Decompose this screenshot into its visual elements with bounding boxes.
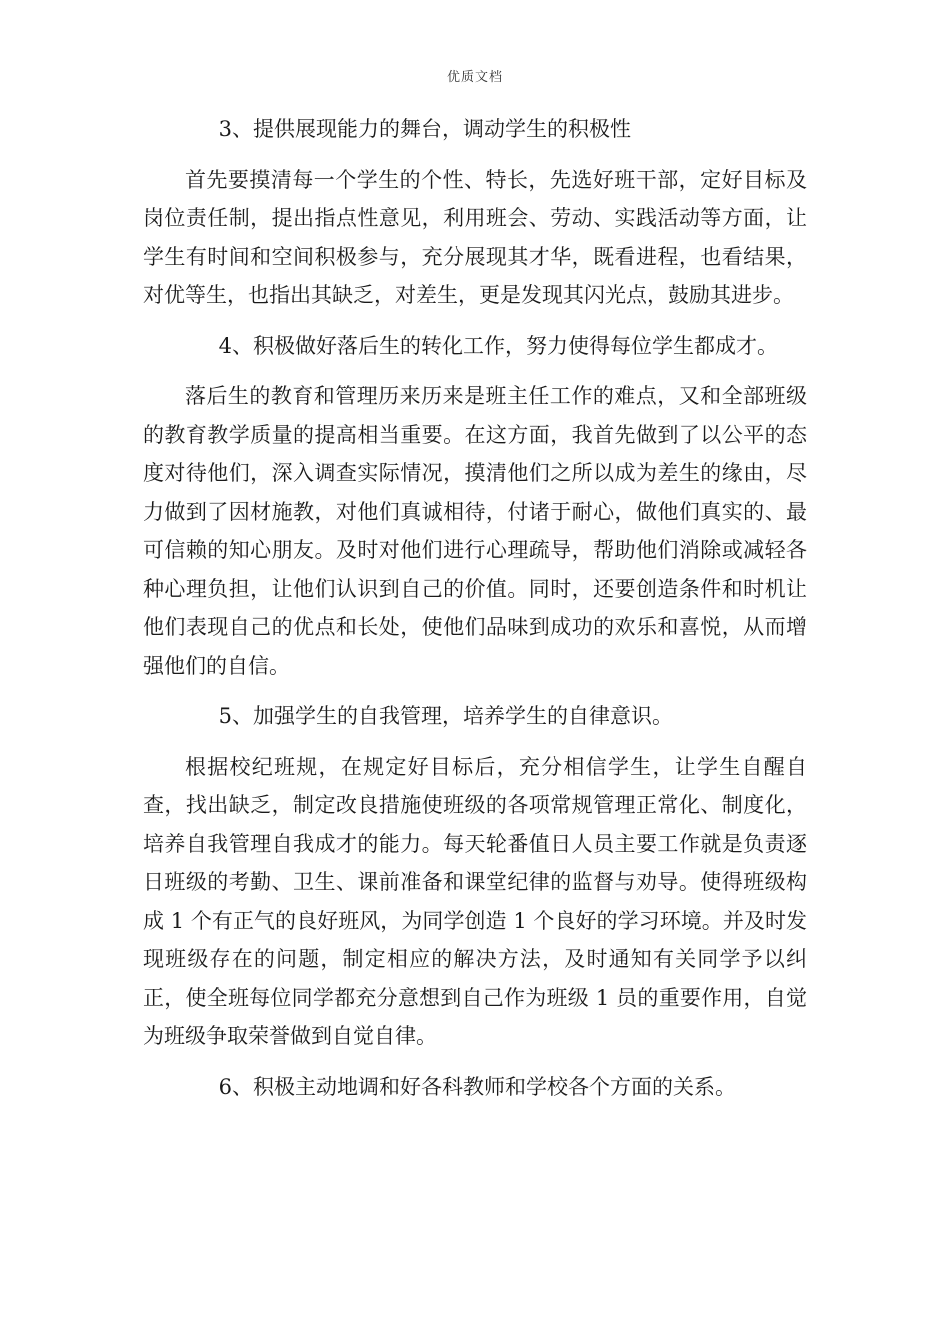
section-heading-3: 3、提供展现能力的舞台，调动学生的积极性: [218, 117, 631, 141]
section-heading-4: 4、积极做好落后生的转化工作，努力使得每位学生都成才。: [218, 333, 778, 358]
page-header: 优质文档: [446, 70, 503, 85]
section-body-3: 首先要摸清每一个学生的个性、特长，先选好班干部，定好目标及岗位责任制，提出指点性意见，利用班会、劳动、实践活动等方面，让学生有时间和空间积极参与，充分展现其才华，既看进程，也看结果，对优等生，也指出其缺乏，对差生，更是发现其闪光点，鼓励其进步。: [143, 167, 807, 307]
section-body-4: 落后生的教育和管理历来历来是班主任工作的难点，又和全部班级的教育教学质量的提高相当重要。在这方面，我首先做到了以公平的态度对待他们，深入调查实际情况，摸清他们之所以成为差生的缘由，尽力做到了因材施教，对他们真诚相待，付诸于耐心，做他们真实的、最可信赖的知心朋友。及时对他们进行心理疏导，帮助他们消除或减轻各种心理负担，让他们认识到自己的价值。同时，还要创造条件和时机让他们表现自己的优点和长处，使他们品味到成功的欢乐和喜悦，从而增强他们的自信。: [143, 384, 807, 678]
section-heading-5: 5、加强学生的自我管理，培养学生的自律意识。: [218, 704, 673, 728]
section-body-5: 根据校纪班规，在规定好目标后，充分相信学生，让学生自醒自查，找出缺乏，制定改良措施使班级的各项常规管理正常化、制度化，培养自我管理自我成才的能力。每天轮番值日人员主要工作就是负责逐日班级的考勤、卫生、课前准备和课堂纪律的监督与劝导。使得班级构成 1 个有正气的良好班风，为同学创造 1 个良好的学习环境。并及时发现班级存在的问题，制定相应的解决方法，及时通知有关同学予以纠正，使全班每位同学都充分意想到自己作为班级 1 员的重要作用，自觉为班级争取荣誉做到自觉自律。: [143, 754, 807, 1048]
document-body: [143, 110, 807, 1106]
section-heading-6: 6、积极主动地调和好各科教师和学校各个方面的关系。: [218, 1074, 736, 1099]
